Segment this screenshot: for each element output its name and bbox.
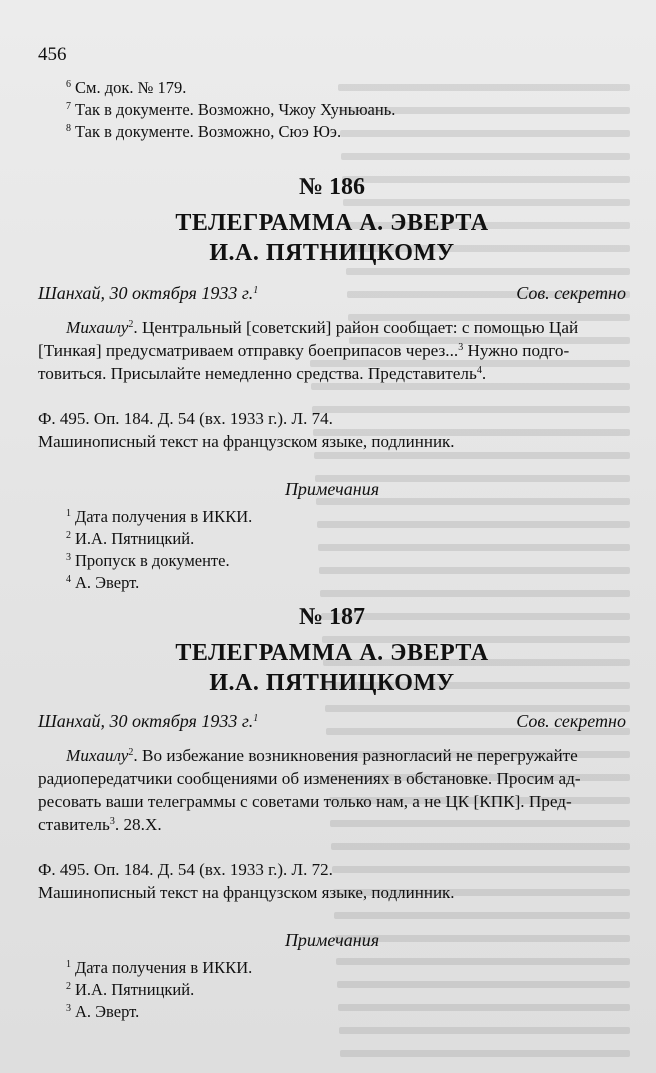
doc186-title-line2: И.А. ПЯТНИЦКОМУ — [209, 240, 455, 266]
doc187-body-line2: радиопередатчики сообщениями об изменениях в обстановке. Просим ад- — [38, 769, 581, 788]
bleed-line — [319, 567, 630, 574]
doc187-place-date: Шанхай, 30 октября 1933 г.$^1$ — [38, 711, 259, 731]
footnote-6: $^6$ См. док. № 179. — [66, 78, 187, 97]
doc187-title-line2: И.А. ПЯТНИЦКОМУ — [209, 670, 455, 696]
bleed-line — [337, 981, 630, 988]
bleed-line — [334, 912, 630, 919]
doc186-number: № 186 — [298, 174, 366, 200]
footnote-7: $^7$ Так в документе. Возможно, Чжоу Хуньюань. — [66, 100, 396, 119]
bleed-line — [311, 383, 630, 390]
doc186-title-line1: ТЕЛЕГРАММА А. ЭВЕРТА — [175, 210, 489, 236]
footnote-8: $^8$ Так в документе. Возможно, Сюэ Юэ. — [66, 122, 342, 141]
doc187-number: № 187 — [298, 604, 366, 630]
bleed-line — [320, 590, 630, 597]
doc186-note-1: $^1$ Дата получения в ИККИ. — [66, 507, 253, 526]
doc187-classification: Сов. секретно — [516, 711, 626, 731]
doc186-note-3: $^3$ Пропуск в документе. — [66, 551, 230, 570]
doc187-archive-ref: Ф. 495. Оп. 184. Д. 54 (вх. 1933 г.). Л. 72. — [38, 860, 333, 879]
doc186-place-date: Шанхай, 30 октября 1933 г.$^1$ — [38, 283, 259, 303]
bleed-line — [336, 958, 630, 965]
doc186-classification: Сов. секретно — [516, 283, 626, 303]
doc187-body-line1: Михаилу$^2$. Во избежание возникновения разногласий не перегружайте — [66, 746, 578, 765]
doc186-source-note: Машинописный текст на французском языке, подлинник. — [38, 432, 455, 451]
doc186-archive-ref: Ф. 495. Оп. 184. Д. 54 (вх. 1933 г.). Л. 74. — [38, 409, 333, 428]
page-number: 456 — [38, 44, 67, 65]
bleed-line — [341, 153, 630, 160]
bleed-line — [340, 130, 630, 137]
doc187-note-3: $^3$ А. Эверт. — [66, 1002, 140, 1021]
bleed-line — [331, 843, 630, 850]
doc187-note-2: $^2$ И.А. Пятницкий. — [66, 980, 195, 999]
bleed-line — [340, 1050, 630, 1057]
bleed-line — [339, 1027, 630, 1034]
doc187-body-line3: ресовать ваши телеграммы с советами только нам, а не ЦК [КПК]. Пред- — [38, 792, 572, 811]
bleed-line — [346, 268, 630, 275]
bleed-line — [317, 521, 630, 528]
doc187-source-note: Машинописный текст на французском языке, подлинник. — [38, 883, 455, 902]
doc186-notes-title: Примечания — [284, 479, 380, 499]
bleed-line — [338, 84, 630, 91]
bleed-line — [318, 544, 630, 551]
doc187-notes-title: Примечания — [284, 930, 380, 950]
doc187-title-line1: ТЕЛЕГРАММА А. ЭВЕРТА — [175, 640, 489, 666]
bleed-line — [314, 452, 630, 459]
bleed-line — [312, 406, 630, 413]
doc186-note-2: $^2$ И.А. Пятницкий. — [66, 529, 195, 548]
doc187-note-1: $^1$ Дата получения в ИККИ. — [66, 958, 253, 977]
doc186-body-line1: Михаилу$^2$. Центральный [советский] район сообщает: с помощью Цай — [66, 318, 579, 337]
doc186-note-4: $^4$ А. Эверт. — [66, 573, 140, 592]
doc187-body-line4: ставитель$^3$. 28.X. — [38, 815, 162, 834]
bleed-line — [338, 1004, 630, 1011]
bleed-line — [332, 866, 630, 873]
doc186-body-line3: товиться. Присылайте немедленно средства. Представитель$^4$. — [38, 364, 487, 383]
doc186-body-line2: [Тинкая] предусматриваем отправку боеприпасов через...$^3$ Нужно подго- — [38, 341, 570, 360]
